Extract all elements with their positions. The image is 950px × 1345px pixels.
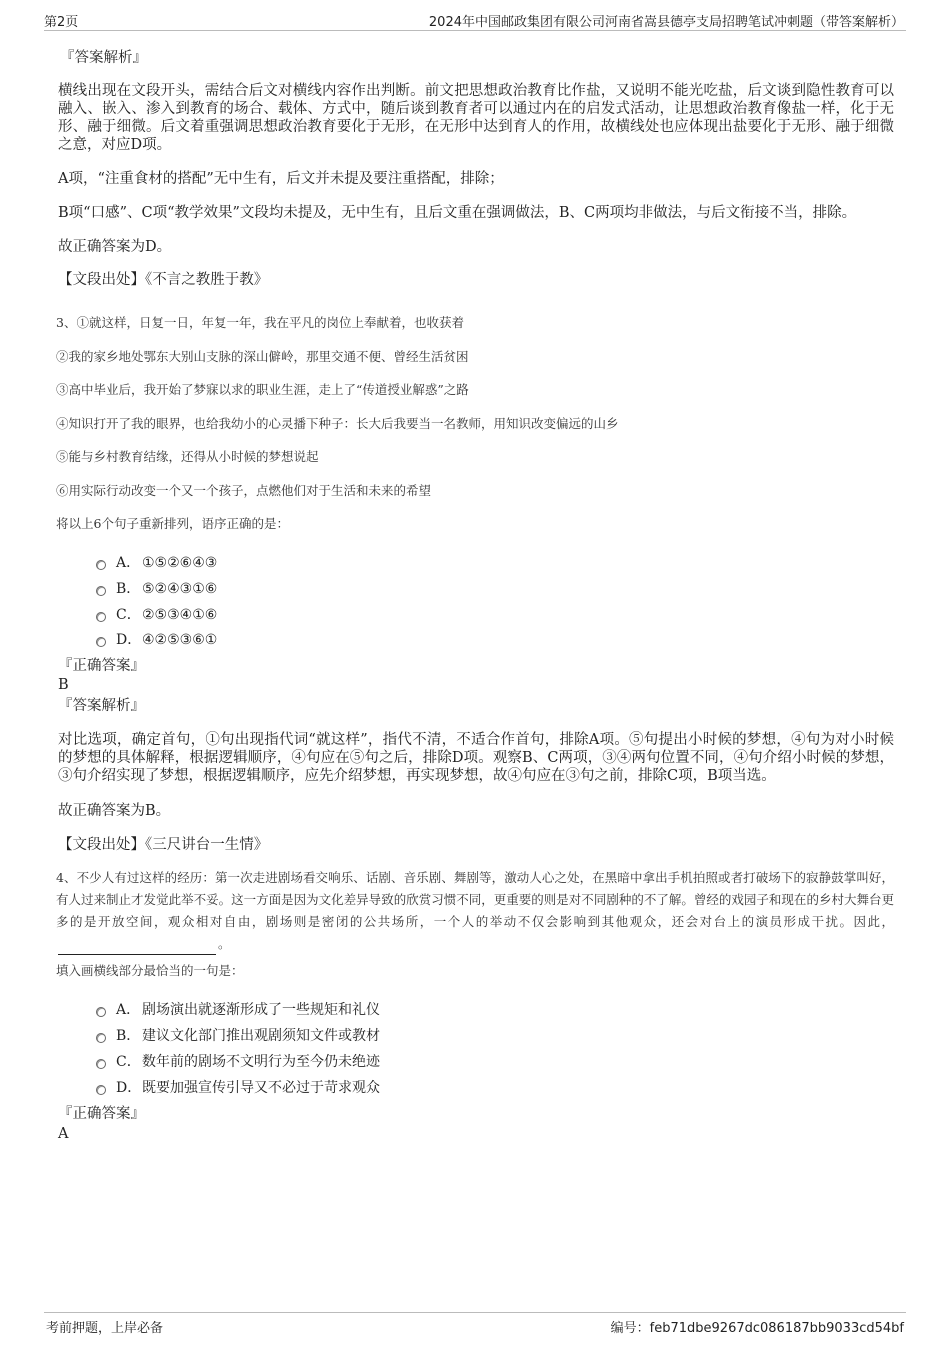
page-footer xyxy=(44,1312,906,1336)
q3-line-3: ③高中毕业后，我开始了梦寐以求的职业生涯，走上了“传道授业解惑”之路 xyxy=(56,382,469,397)
q3-line-6: ⑥用实际行动改变一个又一个孩子，点燃他们对于生活和未来的希望 xyxy=(56,483,432,498)
q4-prompt: 填入画横线部分最恰当的一句是： xyxy=(56,963,244,978)
q4-option-c[interactable]: C．数年前的剧场不文明行为至今仍未绝迹 xyxy=(96,1051,380,1071)
q4-answer: A xyxy=(58,1126,69,1142)
q2-analysis-label: 『答案解析』 xyxy=(60,50,147,66)
q3-answer-label: 『正确答案』 xyxy=(58,658,145,674)
radio-icon[interactable] xyxy=(96,1059,106,1069)
radio-icon[interactable] xyxy=(96,1007,106,1017)
q3-option-b[interactable]: B． ⑤②④③①⑥ xyxy=(96,578,217,598)
document-title: 2024年中国邮政集团有限公司河南省嵩县德亭支局招聘笔试冲刺题（带答案解析） xyxy=(428,15,904,30)
q2-note-bc: B项“口感”、C项“教学效果”文段均未提及，无中生有，且后文重在强调做法，B、C两项均非做法，与后文衔接不当，排除。 xyxy=(58,205,857,221)
fill-blank xyxy=(58,940,216,955)
footer-slogan: 考前押题，上岸必备 xyxy=(46,1321,164,1336)
q3-answer: B xyxy=(58,677,69,693)
q2-analysis-text: 横线出现在文段开头，需结合后文对横线内容作出判断。前文把思想政治教育比作盐，又说明不能光吃盐，后文谈到隐性教育可以融入、嵌入、渗入到教育的场合、载体、方式中，随后谈到教育者可以通过内在的启发式活动，让思想政治教育像盐一样，化于无形、融于细微。后文着重强调思想政治教育要化于无形，在无形中达到育人的作用，故横线处也应体现出盐要化于无形、融于细微之意，对应D项。 xyxy=(58,83,894,153)
radio-icon[interactable] xyxy=(96,586,106,596)
q3-analysis-label: 『答案解析』 xyxy=(58,698,145,714)
radio-icon[interactable] xyxy=(96,560,106,570)
page-number: 第2页 xyxy=(44,15,79,30)
q3-line-5: ⑤能与乡村教育结缘，还得从小时候的梦想说起 xyxy=(56,449,319,464)
radio-icon[interactable] xyxy=(96,1085,106,1095)
q3-conclusion: 故正确答案为B。 xyxy=(58,803,171,819)
q4-option-d[interactable]: D．既要加强宣传引导又不必过于苛求观众 xyxy=(96,1077,380,1097)
radio-icon[interactable] xyxy=(96,637,106,647)
radio-icon[interactable] xyxy=(96,612,106,622)
q2-conclusion: 故正确答案为D。 xyxy=(58,239,172,255)
q2-note-a: A项，“注重食材的搭配”无中生有，后文并未提及要注重搭配，排除； xyxy=(58,171,504,187)
q3-line-2: ②我的家乡地处鄂东大别山支脉的深山僻岭，那里交通不便、曾经生活贫困 xyxy=(56,349,469,364)
q4-option-b[interactable]: B． 建议文化部门推出观剧须知文件或教材 xyxy=(96,1025,380,1045)
q2-source: 【文段出处】《不言之教胜于教》 xyxy=(58,272,269,288)
q3-prompt: 将以上6个句子重新排列，语序正确的是： xyxy=(56,516,289,531)
q4-answer-label: 『正确答案』 xyxy=(58,1106,145,1122)
q4-stem: 4、不少人有过这样的经历：第一次走进剧场看交响乐、话剧、音乐剧、舞剧等，激动人心之处，在黑暗中拿出手机拍照或者打破场下的寂静鼓掌叫好，有人过来制止才发觉此举不妥。这一方面是因为文化差异导致的欣赏习惯不同，更重要的则是对不同剧种的不了解。曾经的戏园子和现在的乡村大舞台更多的是开放空间，观众相对自由，剧场则是密闭的公共场所，一个人的举动不仅会影响到其他观众，还会对台上的演员形成干扰。因此，。 xyxy=(56,867,894,955)
footer-code: 编号：feb71dbe9267dc086187bb9033cd54bf xyxy=(610,1321,904,1336)
q3-analysis-text: 对比选项，确定首句，①句出现指代词“就这样”，指代不清，不适合作首句，排除A项。⑤句提出小时候的梦想，④句为对小时候的梦想的具体解释，根据逻辑顺序，④句应在⑤句之后，排除D项。观察B、C两项，③④两句位置不同，④句介绍小时候的梦想，③句介绍实现了梦想，根据逻辑顺序，应先介绍梦想，再实现梦想，故④句应在③句之前，排除C项，B项当选。 xyxy=(58,732,894,784)
radio-icon[interactable] xyxy=(96,1033,106,1043)
q4-option-a[interactable]: A． 剧场演出就逐渐形成了一些规矩和礼仪 xyxy=(96,999,380,1019)
q3-option-c[interactable]: C．②⑤③④①⑥ xyxy=(96,604,217,624)
page-header xyxy=(44,8,906,31)
q3-line-1: 3、①就这样，日复一日，年复一年，我在平凡的岗位上奉献着，也收获着 xyxy=(56,315,464,330)
q3-option-a[interactable]: A． ①⑤②⑥④③ xyxy=(96,552,217,572)
q3-option-d[interactable]: D．④②⑤③⑥① xyxy=(96,629,217,649)
q3-source: 【文段出处】《三尺讲台一生情》 xyxy=(58,837,269,853)
q3-line-4: ④知识打开了我的眼界，也给我幼小的心灵播下种子：长大后我要当一名教师，用知识改变偏远的山乡 xyxy=(56,416,619,431)
